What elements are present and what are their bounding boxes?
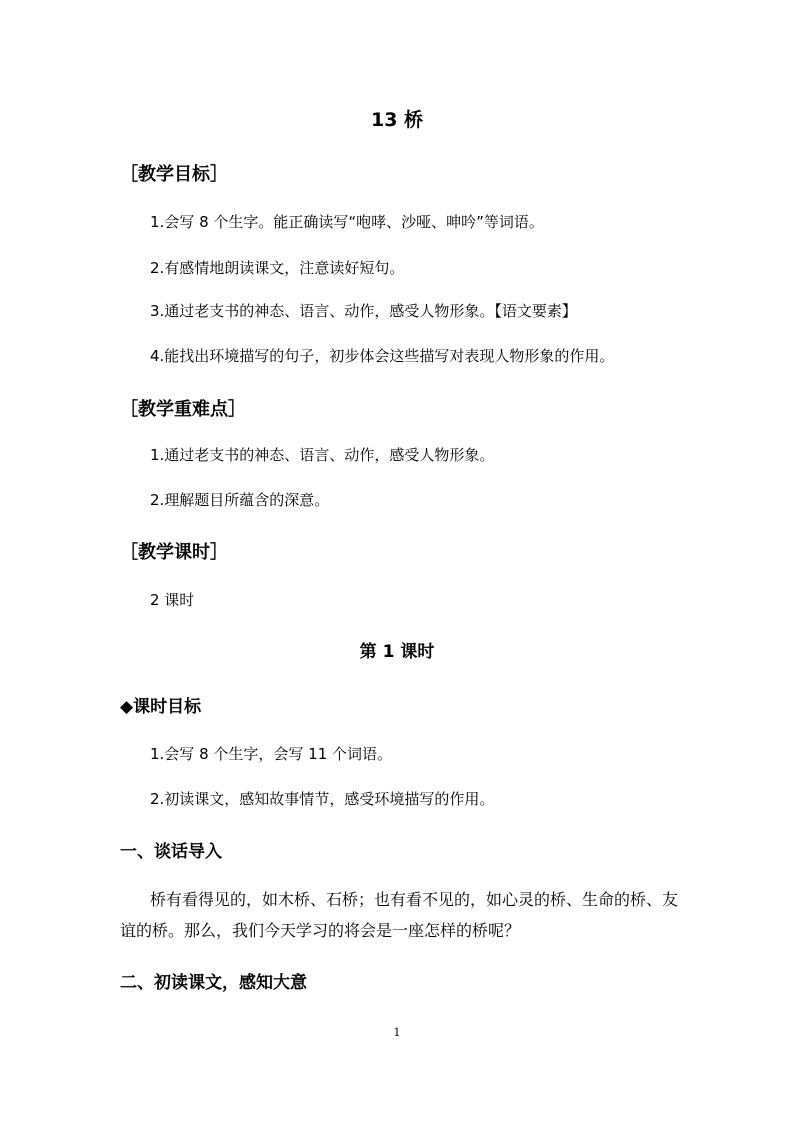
page-title: 13 桥: [370, 109, 424, 131]
objective-item-4: 4.能找出环境描写的句子，初步体会这些描写对表现人物形象的作用。: [150, 347, 615, 365]
key-points-heading: ［教学重难点］: [120, 399, 246, 420]
key-point-item-1: 1.通过老支书的神态、语言、动作，感受人物形象。: [150, 446, 495, 464]
lesson-title: 第 1 课时: [359, 642, 435, 662]
objective-item-2: 2.有感情地朗读课文，注意读好短句。: [150, 259, 405, 277]
page-number: 1: [393, 1026, 401, 1039]
part-one-paragraph-line-1: 桥有看得见的，如木桥、石桥；也有看不见的，如心灵的桥、生命的桥、友: [150, 890, 679, 909]
lesson-goal-item-2: 2.初读课文，感知故事情节，感受环境描写的作用。: [150, 790, 495, 808]
lesson-goal-heading: ◆课时目标: [120, 697, 202, 717]
periods-heading: ［教学课时］: [120, 542, 228, 563]
lesson-goal-item-1: 1.会写 8 个生字，会写 11 个词语。: [150, 745, 393, 763]
part-two-heading: 二、初读课文，感知大意: [120, 973, 307, 993]
part-one-heading: 一、谈话导入: [120, 842, 222, 862]
objective-item-3: 3.通过老支书的神态、语言、动作，感受人物形象。【语文要素】: [150, 302, 577, 320]
key-point-item-2: 2.理解题目所蕴含的深意。: [150, 491, 330, 509]
objectives-heading: ［教学目标］: [120, 164, 228, 185]
periods-value: 2 课时: [150, 591, 195, 609]
objective-item-1: 1.会写 8 个生字。能正确读写“咆哮、沙哑、呻吟”等词语。: [150, 213, 544, 231]
part-one-paragraph-line-2: 谊的桥。那么，我们今天学习的将会是一座怎样的桥呢？: [120, 921, 521, 940]
